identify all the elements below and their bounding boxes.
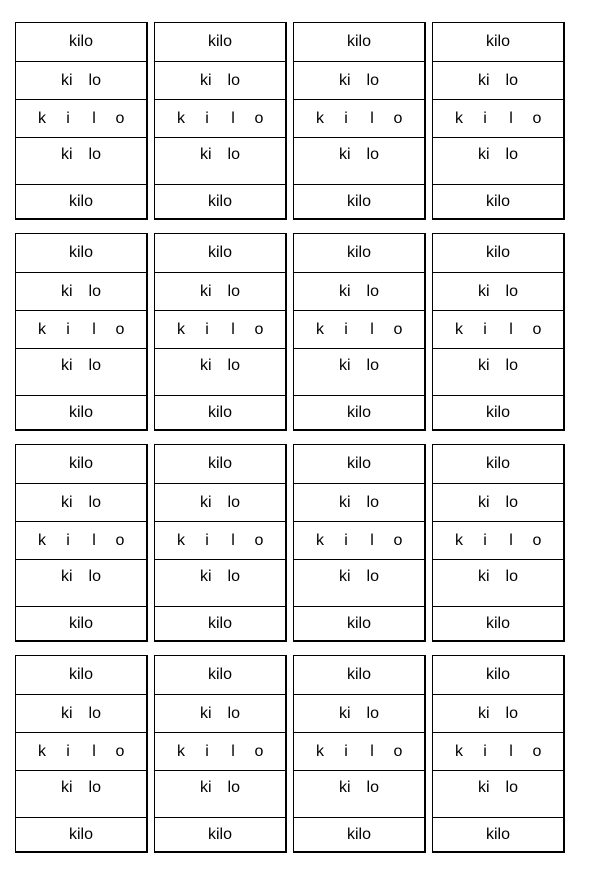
letters-cell bbox=[155, 99, 285, 137]
letter: l bbox=[92, 531, 96, 549]
syllable: ki bbox=[199, 779, 212, 796]
syllable: ki bbox=[60, 493, 73, 511]
syllable: lo bbox=[505, 282, 518, 300]
letter: k bbox=[38, 320, 46, 338]
syllable: lo bbox=[88, 282, 101, 300]
letters-cell bbox=[16, 99, 146, 137]
word-card bbox=[432, 655, 565, 853]
letters-cell bbox=[294, 99, 424, 137]
syllables-repeat-cell bbox=[155, 137, 285, 184]
syllable: lo bbox=[88, 568, 101, 585]
word-card bbox=[154, 444, 287, 642]
letter: l bbox=[509, 531, 513, 549]
syllables-cell bbox=[433, 272, 563, 310]
word-card bbox=[432, 233, 565, 431]
letter: o bbox=[254, 320, 264, 338]
letter: k bbox=[455, 742, 463, 760]
syllable: ki bbox=[60, 704, 73, 722]
word-card bbox=[15, 655, 148, 853]
syllable: ki bbox=[338, 779, 351, 796]
syllables-cell bbox=[155, 694, 285, 732]
letter: l bbox=[231, 531, 235, 549]
syllables-repeat-cell bbox=[294, 137, 424, 184]
syllable: lo bbox=[366, 357, 379, 374]
syllable: lo bbox=[505, 568, 518, 585]
syllable: lo bbox=[227, 779, 240, 796]
letters-cell bbox=[294, 521, 424, 559]
letter: i bbox=[344, 109, 348, 127]
letter: i bbox=[205, 109, 209, 127]
letter: k bbox=[455, 531, 463, 549]
syllables-cell bbox=[433, 61, 563, 99]
syllables-cell bbox=[294, 694, 424, 732]
syllable: lo bbox=[366, 146, 379, 163]
syllable: lo bbox=[227, 704, 240, 722]
whole-word-repeat-cell: kilo bbox=[294, 184, 424, 219]
letter: k bbox=[177, 320, 185, 338]
syllable: ki bbox=[338, 146, 351, 163]
whole-word-repeat-cell: kilo bbox=[433, 606, 563, 641]
syllable: ki bbox=[60, 71, 73, 89]
word-card bbox=[432, 22, 565, 220]
syllable: lo bbox=[88, 357, 101, 374]
letter: i bbox=[66, 320, 70, 338]
letters-cell bbox=[433, 99, 563, 137]
syllable: lo bbox=[88, 779, 101, 796]
letters-cell bbox=[294, 310, 424, 348]
letter: k bbox=[38, 531, 46, 549]
letter: i bbox=[344, 742, 348, 760]
letter: k bbox=[177, 531, 185, 549]
word-card bbox=[15, 22, 148, 220]
syllables-cell bbox=[433, 694, 563, 732]
letters-cell bbox=[16, 732, 146, 770]
letters-cell bbox=[433, 310, 563, 348]
syllable: ki bbox=[60, 779, 73, 796]
syllables-repeat-cell bbox=[433, 348, 563, 395]
syllable: lo bbox=[88, 71, 101, 89]
syllable: ki bbox=[477, 71, 490, 89]
letters-cell bbox=[294, 732, 424, 770]
letter: l bbox=[92, 109, 96, 127]
syllables-repeat-cell bbox=[294, 770, 424, 817]
syllables-cell bbox=[294, 272, 424, 310]
whole-word-cell: kilo bbox=[68, 666, 93, 683]
syllables-cell bbox=[16, 483, 146, 521]
whole-word-repeat-cell: kilo bbox=[433, 817, 563, 852]
letter: k bbox=[455, 320, 463, 338]
syllable: lo bbox=[227, 493, 240, 511]
syllable: lo bbox=[88, 146, 101, 163]
whole-word-repeat-cell: kilo bbox=[16, 184, 146, 219]
syllables-cell bbox=[155, 61, 285, 99]
whole-word-repeat-cell: kilo bbox=[294, 606, 424, 641]
syllable: ki bbox=[477, 493, 490, 511]
whole-word-cell: kilo bbox=[485, 455, 510, 472]
syllable: ki bbox=[477, 357, 490, 374]
letter: l bbox=[509, 320, 513, 338]
syllable: ki bbox=[477, 146, 490, 163]
whole-word-cell: kilo bbox=[346, 455, 371, 472]
syllables-cell bbox=[433, 483, 563, 521]
whole-word-cell: kilo bbox=[485, 244, 510, 261]
syllable: ki bbox=[477, 704, 490, 722]
letters-cell bbox=[433, 732, 563, 770]
syllable: ki bbox=[338, 357, 351, 374]
syllable: ki bbox=[199, 357, 212, 374]
whole-word-cell: kilo bbox=[68, 244, 93, 261]
syllables-repeat-cell bbox=[433, 137, 563, 184]
syllable: ki bbox=[477, 779, 490, 796]
word-card bbox=[154, 233, 287, 431]
letter: k bbox=[177, 742, 185, 760]
letter: o bbox=[532, 742, 542, 760]
whole-word-cell: kilo bbox=[68, 33, 93, 50]
whole-word-repeat-cell: kilo bbox=[155, 184, 285, 219]
whole-word-cell: kilo bbox=[207, 666, 232, 683]
letter: k bbox=[455, 109, 463, 127]
syllable: ki bbox=[199, 493, 212, 511]
syllables-repeat-cell bbox=[155, 559, 285, 606]
syllable: ki bbox=[199, 568, 212, 585]
syllable: lo bbox=[227, 146, 240, 163]
syllable: ki bbox=[477, 568, 490, 585]
syllable: ki bbox=[338, 282, 351, 300]
letter: l bbox=[370, 531, 374, 549]
syllable: ki bbox=[199, 282, 212, 300]
syllable: lo bbox=[505, 493, 518, 511]
letter: l bbox=[370, 320, 374, 338]
letter: i bbox=[66, 531, 70, 549]
syllables-cell bbox=[16, 694, 146, 732]
syllable: lo bbox=[366, 779, 379, 796]
letters-cell bbox=[155, 521, 285, 559]
letter: o bbox=[393, 531, 403, 549]
letter: o bbox=[115, 742, 125, 760]
letters-cell bbox=[433, 521, 563, 559]
syllable: ki bbox=[477, 282, 490, 300]
syllable: ki bbox=[199, 704, 212, 722]
syllable: lo bbox=[505, 71, 518, 89]
syllable: lo bbox=[505, 146, 518, 163]
letter: l bbox=[231, 320, 235, 338]
syllables-repeat-cell bbox=[16, 770, 146, 817]
whole-word-repeat-cell: kilo bbox=[155, 817, 285, 852]
syllable: ki bbox=[60, 282, 73, 300]
word-card bbox=[15, 444, 148, 642]
whole-word-cell: kilo bbox=[207, 455, 232, 472]
syllable: lo bbox=[366, 282, 379, 300]
whole-word-cell: kilo bbox=[68, 455, 93, 472]
syllable: lo bbox=[88, 493, 101, 511]
letter: l bbox=[92, 742, 96, 760]
syllable: ki bbox=[338, 493, 351, 511]
letter: l bbox=[92, 320, 96, 338]
letter: i bbox=[483, 109, 487, 127]
syllables-repeat-cell bbox=[16, 348, 146, 395]
word-card bbox=[432, 444, 565, 642]
letter: o bbox=[393, 742, 403, 760]
whole-word-cell: kilo bbox=[346, 666, 371, 683]
letter: i bbox=[66, 109, 70, 127]
letter: o bbox=[532, 320, 542, 338]
letter: k bbox=[316, 109, 324, 127]
whole-word-repeat-cell: kilo bbox=[16, 817, 146, 852]
syllables-repeat-cell bbox=[294, 559, 424, 606]
letter: i bbox=[205, 742, 209, 760]
syllables-repeat-cell bbox=[16, 137, 146, 184]
letter: o bbox=[254, 109, 264, 127]
syllable: lo bbox=[366, 568, 379, 585]
syllables-cell bbox=[16, 61, 146, 99]
syllable: lo bbox=[88, 704, 101, 722]
word-card bbox=[293, 22, 426, 220]
letter: o bbox=[532, 531, 542, 549]
whole-word-repeat-cell: kilo bbox=[155, 395, 285, 430]
word-card bbox=[15, 233, 148, 431]
syllable: lo bbox=[505, 779, 518, 796]
letters-cell bbox=[16, 310, 146, 348]
whole-word-repeat-cell: kilo bbox=[294, 817, 424, 852]
whole-word-repeat-cell: kilo bbox=[16, 395, 146, 430]
letter: i bbox=[205, 531, 209, 549]
syllables-repeat-cell bbox=[294, 348, 424, 395]
letter: o bbox=[115, 109, 125, 127]
letter: i bbox=[483, 531, 487, 549]
letter: k bbox=[316, 531, 324, 549]
letter: i bbox=[344, 531, 348, 549]
syllable: lo bbox=[366, 704, 379, 722]
whole-word-cell: kilo bbox=[485, 33, 510, 50]
syllables-cell bbox=[16, 272, 146, 310]
syllables-repeat-cell bbox=[155, 348, 285, 395]
letter: l bbox=[509, 742, 513, 760]
letter: o bbox=[115, 320, 125, 338]
syllables-cell bbox=[294, 61, 424, 99]
syllable: lo bbox=[227, 568, 240, 585]
whole-word-repeat-cell: kilo bbox=[433, 184, 563, 219]
letter: l bbox=[370, 742, 374, 760]
syllables-repeat-cell bbox=[16, 559, 146, 606]
letters-cell bbox=[16, 521, 146, 559]
whole-word-repeat-cell: kilo bbox=[294, 395, 424, 430]
syllables-repeat-cell bbox=[433, 559, 563, 606]
syllable: lo bbox=[227, 282, 240, 300]
syllable: ki bbox=[199, 71, 212, 89]
syllables-repeat-cell bbox=[155, 770, 285, 817]
whole-word-repeat-cell: kilo bbox=[16, 606, 146, 641]
letters-cell bbox=[155, 732, 285, 770]
syllable: lo bbox=[227, 71, 240, 89]
letter: o bbox=[393, 109, 403, 127]
whole-word-repeat-cell: kilo bbox=[433, 395, 563, 430]
letter: i bbox=[205, 320, 209, 338]
letter: k bbox=[38, 742, 46, 760]
whole-word-cell: kilo bbox=[346, 33, 371, 50]
syllables-cell bbox=[294, 483, 424, 521]
letters-cell bbox=[155, 310, 285, 348]
letter: i bbox=[66, 742, 70, 760]
syllable: ki bbox=[199, 146, 212, 163]
word-card bbox=[293, 655, 426, 853]
syllable: lo bbox=[505, 357, 518, 374]
letter: i bbox=[483, 742, 487, 760]
word-card bbox=[154, 655, 287, 853]
syllable: lo bbox=[505, 704, 518, 722]
letter: k bbox=[316, 320, 324, 338]
syllables-repeat-cell bbox=[433, 770, 563, 817]
whole-word-repeat-cell: kilo bbox=[155, 606, 285, 641]
syllable: ki bbox=[60, 146, 73, 163]
whole-word-cell: kilo bbox=[207, 33, 232, 50]
letter: o bbox=[254, 531, 264, 549]
syllable: ki bbox=[60, 568, 73, 585]
syllable: ki bbox=[60, 357, 73, 374]
syllable: ki bbox=[338, 704, 351, 722]
letter: k bbox=[38, 109, 46, 127]
syllable: lo bbox=[227, 357, 240, 374]
syllable: ki bbox=[338, 71, 351, 89]
syllables-cell bbox=[155, 272, 285, 310]
letter: l bbox=[370, 109, 374, 127]
whole-word-cell: kilo bbox=[207, 244, 232, 261]
word-card bbox=[293, 233, 426, 431]
syllable: lo bbox=[366, 71, 379, 89]
letter: i bbox=[344, 320, 348, 338]
letter: o bbox=[393, 320, 403, 338]
letter: k bbox=[177, 109, 185, 127]
letter: i bbox=[483, 320, 487, 338]
syllable: lo bbox=[366, 493, 379, 511]
letter: l bbox=[231, 742, 235, 760]
letter: o bbox=[532, 109, 542, 127]
letter: l bbox=[231, 109, 235, 127]
letter: o bbox=[115, 531, 125, 549]
letter: l bbox=[509, 109, 513, 127]
syllables-cell bbox=[155, 483, 285, 521]
letter: o bbox=[254, 742, 264, 760]
whole-word-cell: kilo bbox=[485, 666, 510, 683]
word-card bbox=[154, 22, 287, 220]
word-card bbox=[293, 444, 426, 642]
syllable: ki bbox=[338, 568, 351, 585]
whole-word-cell: kilo bbox=[346, 244, 371, 261]
letter: k bbox=[316, 742, 324, 760]
